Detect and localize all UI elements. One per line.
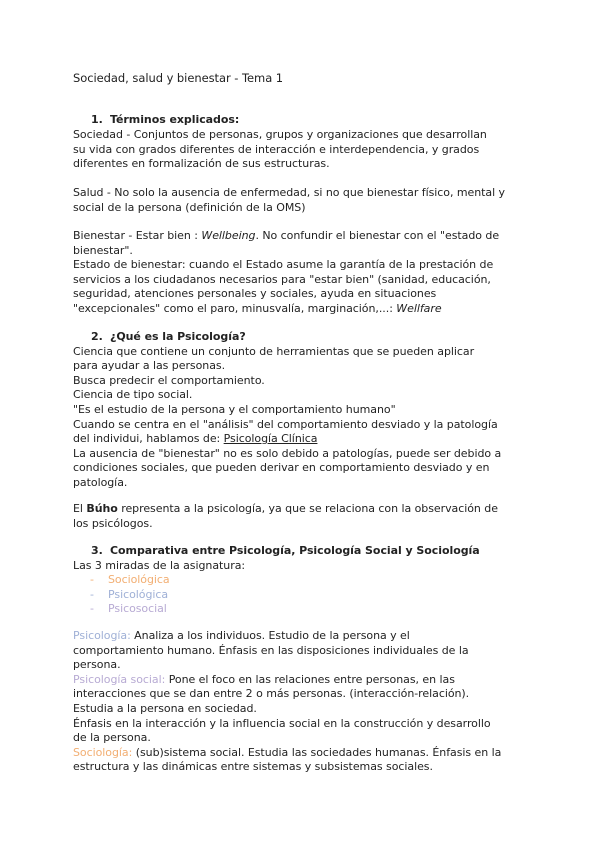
sociologia-def-line-1	[73, 746, 501, 761]
sociedad-line-2: su vida con grados diferentes de interacción e interdependencia, y grados	[73, 142, 480, 156]
psicologia-line-7	[73, 432, 317, 447]
social-def-line-5: de la persona.	[73, 731, 151, 745]
ausencia-line-1: La ausencia de "bienestar" no es solo debido a patologías, puede ser debido a	[73, 446, 502, 460]
list-item-label: Psicológica	[108, 587, 169, 601]
psicologia-line-3: Busca predecir el comportamiento.	[73, 373, 265, 387]
psicologia-def-line-1	[73, 629, 410, 644]
psicologia-social-label: Psicología social:	[73, 672, 166, 686]
list-item-label: Sociológica	[108, 573, 170, 586]
list-item-label: Psicosocial	[108, 602, 167, 616]
psicologia-clinica-link[interactable]: Psicología Clínica	[223, 432, 318, 446]
social-def-line-2: interacciones que se dan entre 2 o más personas. (interacción-relación).	[73, 687, 470, 701]
clinica-pre: del individui, hablamos de:	[73, 432, 224, 446]
wellbeing-term: Wellbeing	[201, 229, 256, 242]
buho-bold: Búho	[86, 502, 118, 515]
list-item-sociologica	[90, 573, 170, 588]
list-dash: -	[90, 587, 94, 601]
section-1-heading-text: Términos explicados:	[110, 113, 240, 126]
sociedad-line-3: diferentes en formalización de sus estructuras.	[73, 157, 330, 171]
estado-line-3: seguridad, atenciones personales y sociales, ayuda en situaciones	[73, 287, 437, 301]
estado-line-1: Estado de bienestar: cuando el Estado asume la garantía de la prestación de	[73, 258, 494, 272]
estado-line-2: servicios a los ciudadanos necesarios para "estar bien" (sanidad, educación,	[73, 272, 491, 286]
miradas-intro: Las 3 miradas de la asignatura:	[73, 558, 246, 572]
section-1-number: 1.	[91, 113, 103, 126]
list-item-psicologica	[90, 588, 168, 603]
sociologia-def-line-2: estructura y las dinámicas entre sistemas y subsistemas sociales.	[73, 760, 433, 774]
buho-pre: El	[73, 502, 87, 515]
section-2-number: 2.	[91, 330, 103, 343]
sociologia-label: Sociología:	[73, 745, 133, 759]
ausencia-line-3: patología.	[73, 476, 128, 489]
bienestar-line-1	[73, 229, 499, 244]
list-item-psicosocial	[90, 602, 167, 617]
wellfare-term: Wellfare	[396, 302, 442, 315]
bienestar-line-2: bienestar".	[73, 243, 133, 257]
list-dash: -	[90, 602, 94, 616]
section-1-heading	[91, 113, 239, 128]
section-2-heading	[91, 330, 246, 345]
salud-line-1: Salud - No solo la ausencia de enfermedad, si no que bienestar físico, mental y	[73, 186, 506, 199]
list-dash: -	[90, 573, 94, 586]
psicologia-text: Analiza a los individuos. Estudio de la persona y el	[130, 629, 410, 642]
bienestar-pre: Bienestar - Estar bien :	[73, 229, 202, 242]
section-3-number: 3.	[91, 544, 103, 557]
psicologia-def-line-3: persona.	[73, 658, 121, 672]
estado-last-pre: "excepcionales" como el paro, minusvalía, marginación,...:	[73, 302, 397, 315]
estado-line-4	[73, 302, 442, 317]
psicologia-social-text: Pone el foco en las relaciones entre personas, en las	[165, 672, 455, 686]
psicologia-line-5: "Es el estudio de la persona y el comportamiento humano"	[73, 403, 396, 416]
ausencia-line-2: condiciones sociales, que pueden derivar en comportamiento desviado y en	[73, 461, 490, 475]
section-3-heading-text: Comparativa entre Psicología, Psicología Social y Sociología	[110, 544, 480, 557]
buho-line-1	[73, 502, 498, 517]
section-3-heading	[91, 544, 480, 559]
buho-post: representa a la psicología, ya que se relaciona con la observación de	[117, 502, 498, 515]
psicologia-line-6: Cuando se centra en el "análisis" del comportamiento desviado y la patología	[73, 417, 498, 431]
social-def-line-3: Estudia a la persona en sociedad.	[73, 702, 257, 715]
psicologia-label: Psicología:	[73, 629, 131, 642]
bienestar-post: . No confundir el bienestar con el "estado de	[255, 229, 500, 242]
buho-line-2: los psicólogos.	[73, 516, 153, 530]
psicologia-line-1: Ciencia que contiene un conjunto de herramientas que se pueden aplicar	[73, 344, 475, 358]
psicologia-line-4: Ciencia de tipo social.	[73, 388, 193, 402]
psicologia-def-line-2: comportamiento humano. Énfasis en las disposiciones individuales de la	[73, 643, 469, 657]
psicologia-line-2: para ayudar a las personas.	[73, 359, 226, 373]
salud-line-2: social de la persona (definición de la OMS)	[73, 200, 306, 214]
sociologia-text: (sub)sistema social. Estudia las sociedades humanas. Énfasis en la	[132, 745, 502, 759]
social-def-line-4: Énfasis en la interacción y la influencia social en la construcción y desarrollo	[73, 716, 491, 730]
document-title: Sociedad, salud y bienestar - Tema 1	[73, 71, 284, 85]
sociedad-line-1: Sociedad - Conjuntos de personas, grupos y organizaciones que desarrollan	[73, 128, 487, 141]
section-2-heading-text: ¿Qué es la Psicología?	[110, 330, 246, 343]
social-def-line-1	[73, 673, 455, 688]
